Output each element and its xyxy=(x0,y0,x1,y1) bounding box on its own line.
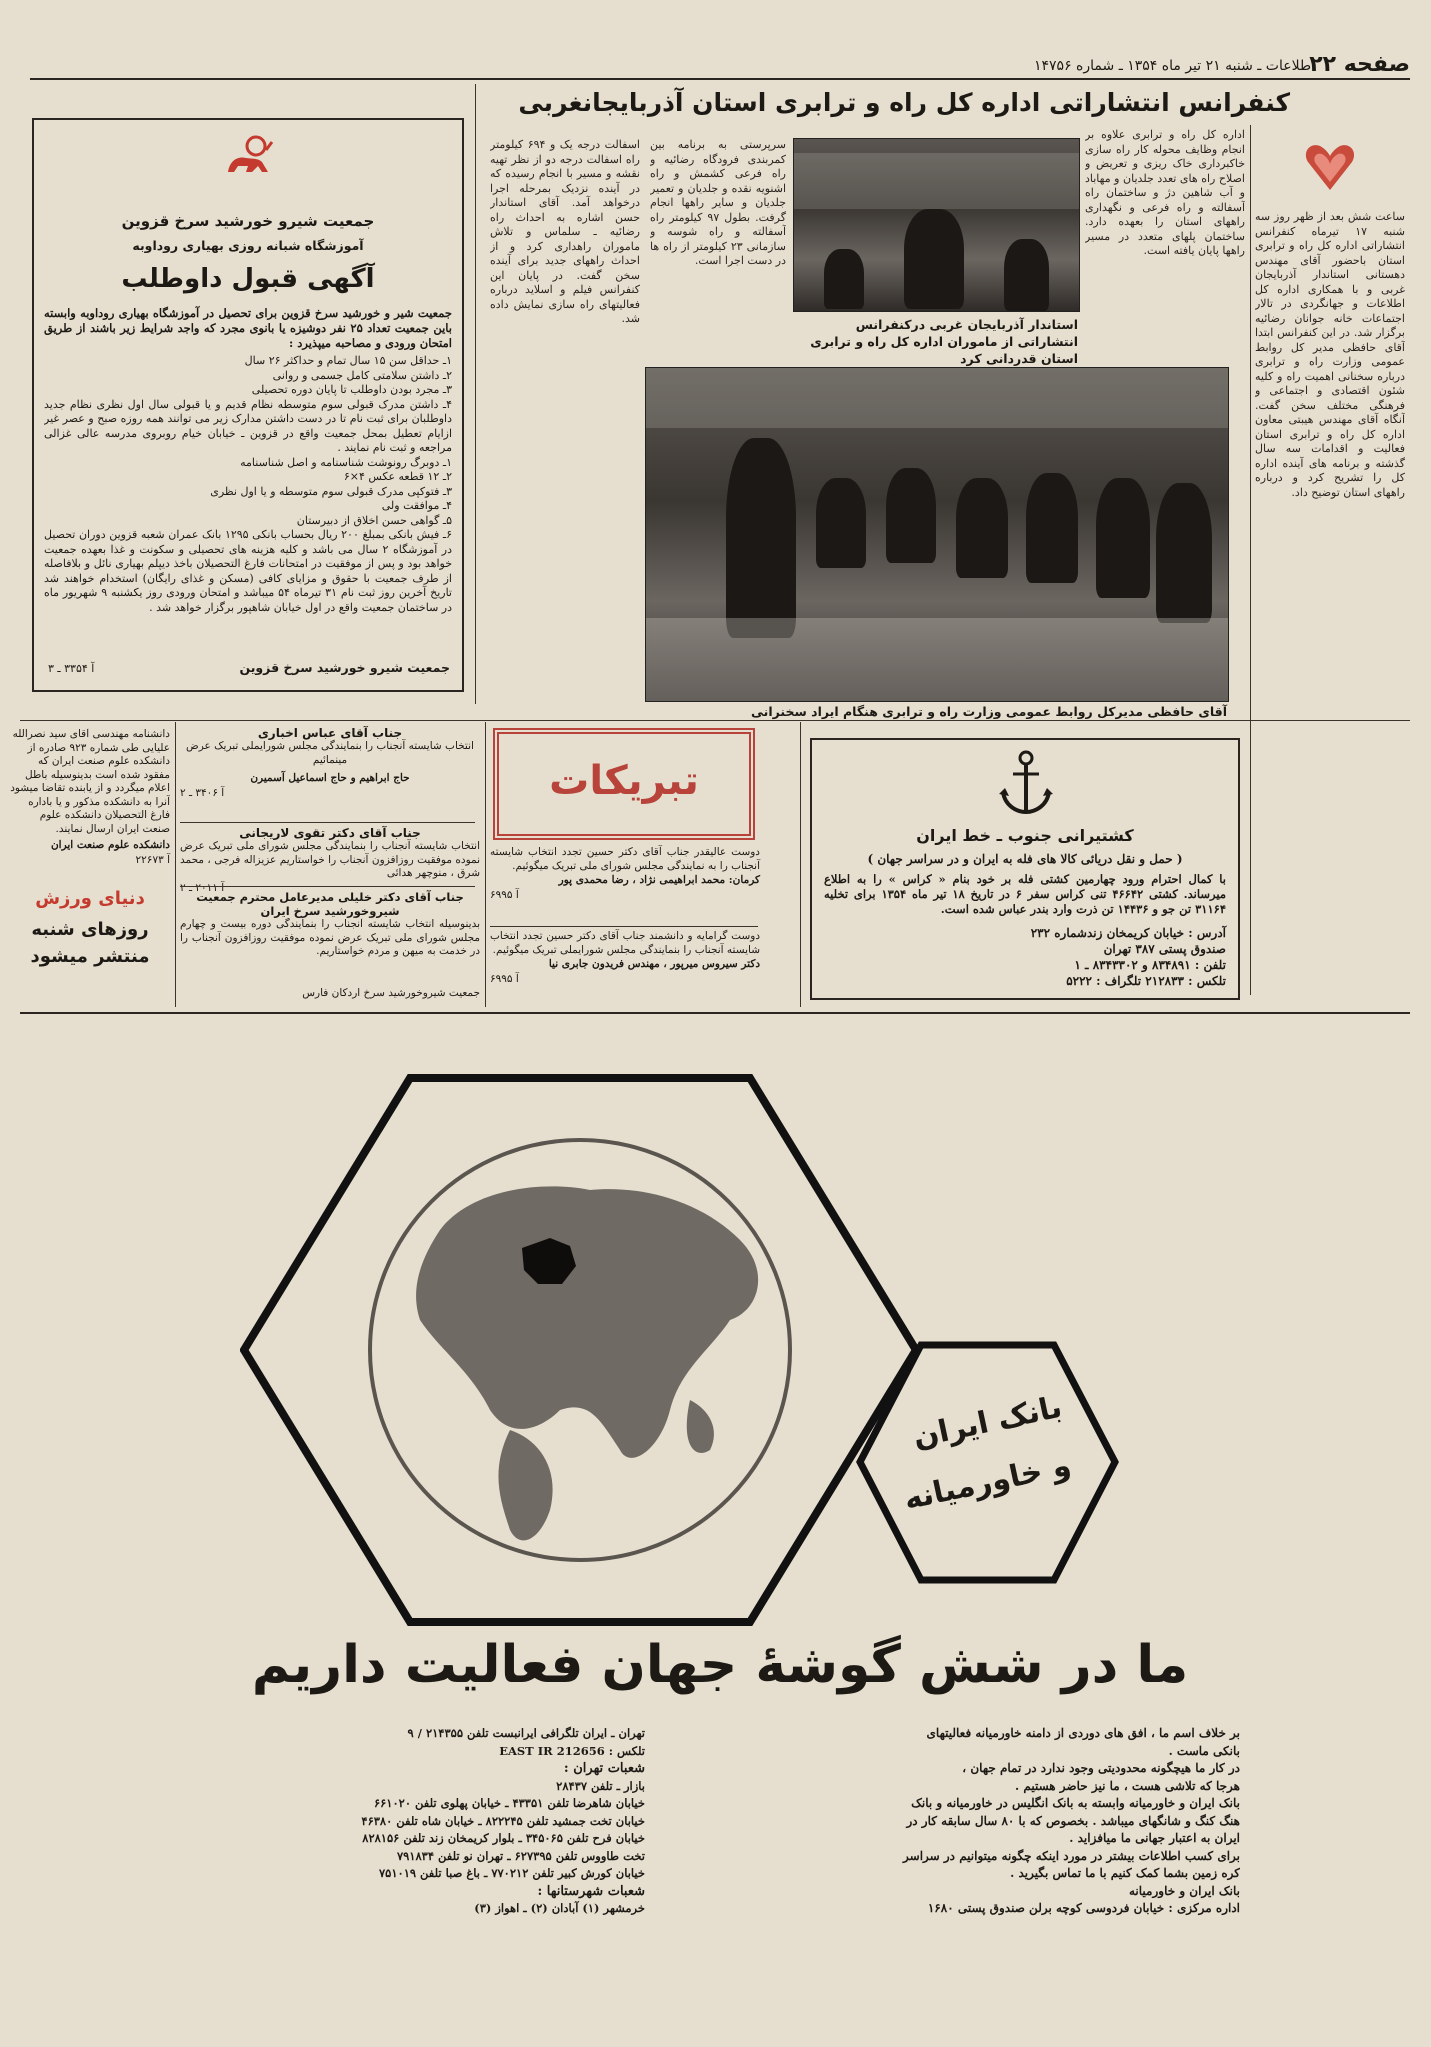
tabrikat-frame xyxy=(493,728,755,840)
admission-ad xyxy=(32,118,464,692)
article-column-1: ساعت شش بعد از ظهر روز سه شنبه ۱۷ تیرماه کنفرانس انتشاراتی اداره کل راه و ترابری استان باحضور آقای مهندس دهستانی استاندار آذربایجان غربی و با همکاری اداره کل اطلاعات و جهانگردی در تالار اجتماعات خانه جوانان رضائیه برگزار شد. در این کنفرانس ابتدا آقای حافظی مدیر کل روابط عمومی وزارت راه و ترابری درباره سخنانی اهمیت راه و کلیه شئون اقتصادی و اجتماعی و فرهنگی مختلف سخن گفت. آنگاه آقای مهندس هیبتی معاون اداره کل راه و ترابری استان فعالیت و اقدامات سه سال گذشته و برنامه های آینده اداره کل را تشریح کرد و درباره راههای استان توضیح داد. xyxy=(1255,210,1405,499)
bank-body-line: ایران به اعتبار جهانی ما میافزاید . xyxy=(1069,1831,1240,1845)
page-header xyxy=(30,52,1410,80)
article-headline: کنفرانس انتشاراتی اداره کل راه و ترابری استان آذربایجانغربی xyxy=(518,88,1290,117)
tabrikat-title: تبریکات xyxy=(549,758,699,804)
admission-title: آگهی قبول داوطلب xyxy=(121,264,375,294)
tabrikat-ad-2 xyxy=(490,930,760,987)
bank-body xyxy=(660,1725,1240,1918)
admission-item: ۱ـ حداقل سن ۱۵ سال تمام و حداکثر ۲۶ سال xyxy=(244,354,452,367)
congrats-3-body: انتخاب شایسته آنجناب را بنمایندگی مجلس شورای ملی تبریک عرض نموده موفقیت روزافزون آنجناب را خواستاریم عزیزاله فرجی ، محمد شرق ، منوچهر هدائی xyxy=(180,840,480,879)
anchor-icon xyxy=(997,748,1055,818)
photo-2-caption: آقای حافظی مدیرکل روابط عمومی وزارت راه و ترابری هنگام ایراد سخنرانی xyxy=(751,704,1227,719)
sports-line-2: منتشر میشود xyxy=(30,946,150,967)
shipping-address: آدرس : خیابان کریمخان زندشماره ۲۳۲ xyxy=(1030,926,1226,940)
admission-org: جمعیت شیرو خورشید سرخ قزوین xyxy=(121,212,375,230)
bank-body-line: در کار ما هیچگونه محدودیتی وجود ندارد در تمام جهان ، xyxy=(962,1761,1240,1775)
heart-emblem-icon xyxy=(1302,138,1358,194)
admission-items xyxy=(44,354,452,654)
congrats-ad-4 xyxy=(180,890,480,1001)
bank-body-line: بانک ایران و خاورمیانه xyxy=(1129,1883,1240,1898)
bank-body-line: بانک ایران و خاورمیانه وابسته به بانک انگلیس در خاورمیانه و بانک xyxy=(911,1796,1240,1810)
tabrikat-2-code: آ ۶۹۹۵ xyxy=(490,973,519,985)
article-column-3: سرپرستی به برنامه بین کمربندی فرودگاه رضائیه و راه فرعی کشمش و راه اشنویه نقده و جلدیان و تعمیر جلدیان و سایر راهها انجام گرفت. بطول ۹۷ کیلومتر راه آسفالته و راه شوسه و سازمانی ۲۳ کیلومتر از راه ها در دست اجرا است. xyxy=(650,138,786,267)
congrats-3-code: آ ۲۰۱۱ ـ ۲ xyxy=(180,881,225,894)
tabrikat-2-sign: دکتر سیروس میرپور ، مهندس فریدون جابری نیا xyxy=(548,958,760,970)
lost-diploma-code: آ ۲۲۶۷۳ xyxy=(135,854,170,866)
shipping-phone: تلفن : ۸۳۴۸۹۱ و ۸۳۴۳۳۰۲ ـ ۱ xyxy=(1074,958,1226,972)
lost-diploma-sign: دانشکده علوم صنعت ایران xyxy=(50,839,170,851)
bank-logo-line-1: بانک ایران xyxy=(909,1389,1066,1456)
tabrikat-1-sign: کرمان: محمد ابراهیمی نژاد ، رضا محمدی پور xyxy=(558,874,760,886)
admission-item: ۳ـ مجرد بودن داوطلب تا پایان دوره تحصیلی xyxy=(251,383,452,396)
admission-item: ۲ـ داشتن سلامتی کامل جسمی و روانی xyxy=(272,368,452,382)
column-rule xyxy=(1250,125,1251,995)
congrats-1-code: آ ۳۴۰۶ ـ ۲ xyxy=(180,787,225,799)
bank-branch-line: تلکس : 212656 EAST IR xyxy=(499,1743,645,1758)
shipping-subtitle: ( حمل و نقل دریائی کالا های فله به ایران و در سراسر جهان ) xyxy=(867,852,1183,866)
column-rule xyxy=(475,84,476,704)
lost-diploma-body: دانشنامه مهندسی آقای سید نصرالله علیایی طی شماره ۹۲۳ صادره از دانشکده علوم صنعت ایران که مفقود شده است بدینوسیله باطل اعلام میگردد و از یابنده تقاضا میشود آنرا به دانشکده مذکور و یا باداره فارغ التحصیلان دانشکده علوم صنعت ایران ارسال نمایند. xyxy=(10,728,170,835)
bank-branch-line: خیابان کورش کبیر تلفن ۷۷۰۲۱۲ ـ باغ صبا تلفن ۷۵۱۰۱۹ xyxy=(378,1866,645,1880)
column-rule xyxy=(485,722,486,1007)
bank-slogan: ما در شش گوشهٔ جهان فعالیت داریم xyxy=(251,1635,1189,1695)
shipping-body: با کمال احترام ورود چهارمین کشتی فله بر خود بنام « کراس » را به اطلاع میرساند. کشتی ۴۶۶۴۲ تنی کراس سفر ۶ در تاریخ ۱۸ تیر ماه ۱۳۵۴ برای تخلیه ۳۱۱۶۴ تن جو و ۱۴۴۳۶ تن ذرت وارد بندر عباس شده است. xyxy=(824,872,1226,916)
congrats-4-sign: جمعیت شیروخورشید سرخ اردکان فارس xyxy=(302,987,480,999)
article-column-4: اسفالت درجه یک و ۶۹۴ کیلومتر راه اسفالت درجه دو از نظر تهیه نقشه و مسیر با انجام رسیده که در آینده نزدیک بمرحله اجرا درخواهد آمد. آقای استاندار حسن اشاره به احداث راه رضائیه ـ سلماس و تلاش ماموران راهداری کرد و از احداث راههای جدید برای آینده سخن گفت. در پایان این کنفرانس فیلم و اسلاید درباره فعالیتهای راه سازی نمایش داده شد. xyxy=(490,138,640,325)
photo-1-caption: استاندار آذربایجان غربی درکنفرانس انتشاراتی از ماموران اداره کل راه و ترابری استان قدردانی کرد xyxy=(810,317,1078,366)
issue-line: اطلاعات ـ شنبه ۲۱ تیر ماه ۱۳۵۴ ـ شماره ۱۴۷۵۶ xyxy=(1034,58,1315,74)
article-column-2: اداره کل راه و ترابری علاوه بر انجام وظایف محوله کار راه سازی خاکبرداری خاک ریزی و تعریض و اصلاح راه های تعدد جلدیان و مهاباد و آب شاهین دژ و ساختمان راه آسفالته و راه فرعی و نگهداری راههای استان را بعهده دارد. ساختمان پلهای متعدد در مسیر راهها پایان یافته است. xyxy=(1085,128,1245,257)
bank-branch-line: خرمشهر (۱) آبادان (۲) ـ اهواز (۳) xyxy=(474,1901,645,1915)
shipping-telex: تلکس : ۲۱۲۸۳۳ تلگراف : ۵۲۲۲ xyxy=(1066,974,1226,988)
bank-body-line: بر خلاف اسم ما ، افق های دوردی از دامنه خاورمیانه فعالیتهای xyxy=(926,1726,1240,1740)
ad-rule xyxy=(180,886,475,887)
bank-body-line: هنگ کنگ و شانگهای میباشد . بخصوص که با ۸۰ سال سابقه کار در xyxy=(906,1813,1240,1828)
section-rule xyxy=(20,1012,1410,1014)
section-rule xyxy=(20,720,1410,721)
bank-branch-line: شعبات تهران : xyxy=(563,1761,645,1776)
bank-branch-line: بازار ـ تلفن ۲۸۴۳۷ xyxy=(556,1778,645,1793)
shipping-pobox: صندوق پستی ۳۸۷ تهران xyxy=(1103,942,1226,956)
admission-intro: جمعیت شیر و خورشید سرخ قزوین برای تحصیل در آموزشگاه بهیاری روداوبه وابسته باین جمعیت تعداد ۲۵ نفر دوشیزه یا بانوی مجرد که واجد شرایط زیر باشند از طریق امتحان ورودی و مصاحبه میپذیرد : xyxy=(44,306,452,350)
bank-branch-line: خیابان تخت جمشید تلفن ۸۲۲۲۴۵ ـ خیابان شاه تلفن ۴۶۳۸۰ xyxy=(361,1813,645,1828)
sports-title: دنیای ورزش xyxy=(35,888,145,909)
bank-branch-line: خیابان فرح تلفن ۳۴۵۰۶۵ ـ بلوار کریمخان زند تلفن ۸۲۸۱۵۶ xyxy=(362,1831,645,1845)
lost-diploma-ad xyxy=(10,728,170,878)
tabrikat-ad-1 xyxy=(490,846,760,903)
congrats-4-title: جناب آقای دکتر خلیلی مدیرعامل محترم جمعیت شیروخورشید سرخ ایران xyxy=(196,890,464,918)
bank-branch-line: شعبات شهرستانها : xyxy=(537,1883,645,1899)
conference-photo-1 xyxy=(793,138,1080,312)
bank-body-line: هرجا که تلاشی هست ، ما نیز حاضر هستیم . xyxy=(1014,1778,1240,1793)
congrats-ad-1 xyxy=(180,726,480,801)
bank-branch-line: تخت طاووس تلفن ۶۲۷۳۹۵ ـ تهران نو تلفن ۷۹۱۸۳۴ xyxy=(396,1848,645,1863)
page-number: صفحه ۲۲ xyxy=(1309,52,1410,77)
admission-item: ۲ـ ۱۲ قطعه عکس ۴×۶ xyxy=(343,470,452,483)
admission-item: ۴ـ داشتن مدرک قبولی سوم متوسطه نظام قدیم و یا قبولی سال اول نظری نظام جدید داوطلبان برای ثبت نام تا در دست داشتن مدارک زیر می توانند همه روزه صبح و عصر غیر ازایام تعطیل بمحل جمعیت واقع در قزوین ـ خیابان خیام روبروی مدرسه عالی غزالی مراجعه و ثبت نام نمایند . xyxy=(44,397,452,454)
lion-and-sun-icon xyxy=(222,132,274,180)
congrats-1-sign: حاج ابراهیم و حاج اسماعیل آسمیرن xyxy=(250,772,410,784)
column-rule xyxy=(800,722,801,1007)
congrats-1-body: انتخاب شایسته آنجناب را بنمایندگی مجلس شورایملی تبریک عرض مینمائیم xyxy=(186,740,474,766)
ad-rule xyxy=(180,822,475,823)
bank-body-line: کره زمین بشما کمک کنیم با ما تماس بگیرید . xyxy=(1010,1866,1240,1880)
admission-item: ۱ـ دوبرگ رونوشت شناسنامه و اصل شناسنامه xyxy=(240,455,452,469)
admission-item: ۶ـ فیش بانکی بمبلغ ۲۰۰ ریال بحساب بانکی ۱۲۹۵ بانک عمران شعبه قزوین دوران تحصیل در آموزشگاه ۲ سال می باشد و کلیه هزینه های تحصیلی و سکونت و غذا بعهده جمعیت خواهد بود و پس از موفقیت در امتحانات فارغ التحصیلان باخذ دیپلم بهیاری نائل و بلافاصله از طرف جمعیت با حقوق و مزایای کافی (مسکن و غذای رایگان) استخدام خواهند شد تاریخ آخرین روز ثبت نام ۳۱ تیرماه ۵۴ میباشد و امتحان ورودی روز یکشنبه ۹ شهریور ماه در ساختمان جمعیت واقع در اول خیابان شاهپور برگزار خواهد شد . xyxy=(44,528,452,614)
tabrikat-2-body: دوست گرامایه و دانشمند جناب آقای دکتر حسین تجدد انتخاب شایسته آنجناب را بنمایندگی مجلس شورایملی تبریک میگوئیم. xyxy=(490,930,760,956)
bank-body-line: بانکی ماست . xyxy=(1168,1743,1240,1758)
congrats-4-body: بدینوسیله انتخاب شایسته آنجناب را بنمایندگی دوره بیست و چهارم مجلس شورای ملی تبریک عرض نموده موفقیت روزافزون آنجناب را در خدمت به میهن و مردم خواستاریم. xyxy=(180,918,480,957)
bank-body-line: برای کسب اطلاعات بیشتر در مورد اینکه چگونه میتوانیم در سراسر xyxy=(903,1848,1240,1863)
admission-item: ۳ـ فتوکپی مدرک قبولی سوم متوسطه و یا اول نظری xyxy=(210,484,452,498)
sports-line-1: روزهای شنبه xyxy=(31,919,149,940)
admission-code: آ ۳۳۵۴ ـ ۳ xyxy=(48,662,95,675)
congrats-3-title: جناب آقای دکتر تقوی لاریجانی xyxy=(239,826,421,840)
column-rule xyxy=(175,722,176,1007)
congrats-1-title: جناب آقای عباس اخباری xyxy=(257,726,403,740)
bank-branches xyxy=(230,1725,645,1918)
tabrikat-1-code: آ ۶۹۹۵ xyxy=(490,889,519,901)
ad-rule xyxy=(490,926,758,927)
bank-logo-line-2: و خاورمیانه xyxy=(900,1447,1075,1518)
conference-photo-2 xyxy=(645,367,1229,702)
shipping-title: کشتیرانی جنوب ـ خط ایران xyxy=(916,826,1134,845)
bank-body-line: اداره مرکزی : خیابان فردوسی کوچه برلن صندوق پستی ۱۶۸۰ xyxy=(927,1901,1240,1915)
bank-branch-line: تهران ـ ایران تلگرافی ایرانبست تلفن ۲۱۴۳۵۵ / ۹ xyxy=(407,1726,645,1740)
admission-item: ۵ـ گواهی حسن اخلاق از دبیرستان xyxy=(296,513,452,527)
shipping-ad xyxy=(810,738,1240,1000)
world-map-hexagon-icon xyxy=(240,1070,920,1630)
bank-branch-line: خیابان شاهرضا تلفن ۴۳۳۵۱ ـ خیابان پهلوی تلفن ۶۶۱۰۲۰ xyxy=(373,1796,645,1810)
admission-signature: جمعیت شیرو خورشید سرخ قزوین xyxy=(239,660,450,675)
sports-ad xyxy=(10,888,170,998)
admission-item: ۴ـ موافقت ولی xyxy=(381,499,452,512)
admission-school: آموزشگاه شبانه روزی بهیاری روداوبه xyxy=(132,238,364,253)
tabrikat-1-body: دوست عالیقدر جناب آقای دکتر حسین تجدد انتخاب شایسته آنجناب را به نمایندگی مجلس شورای ملی تبریک میگوئیم. xyxy=(490,846,760,872)
